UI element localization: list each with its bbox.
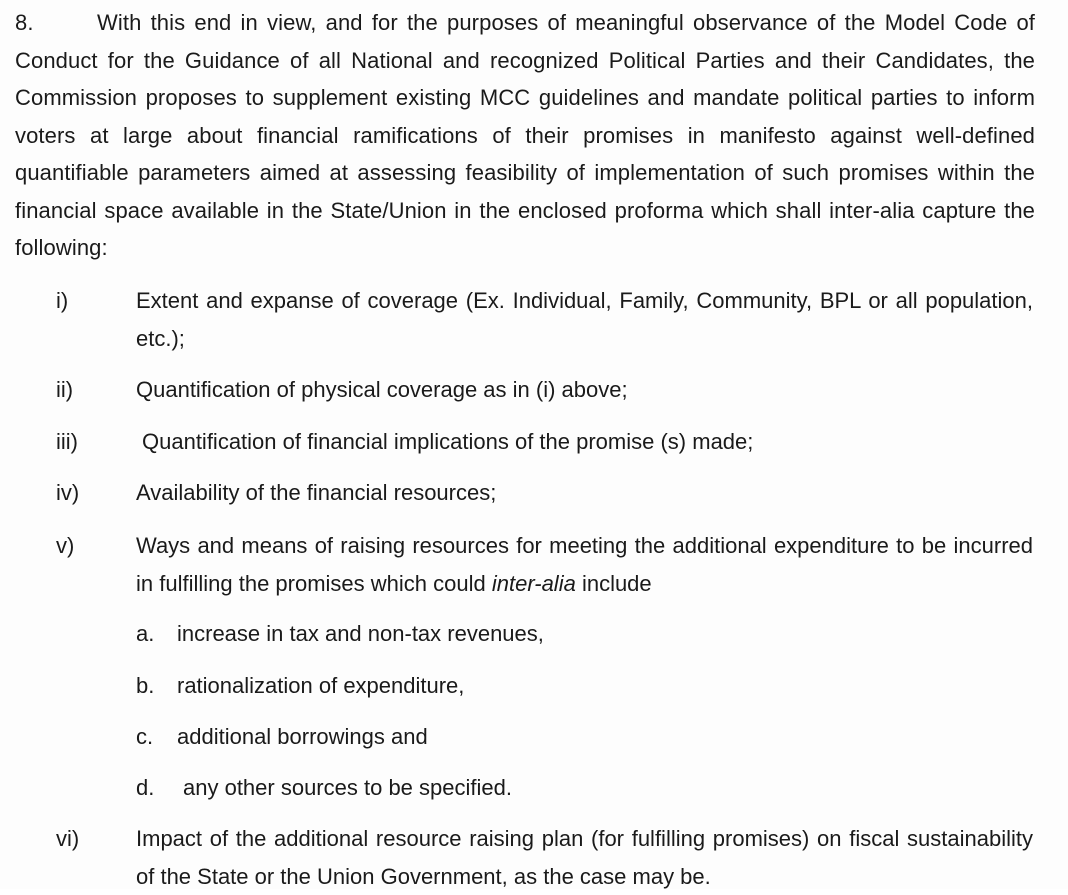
list-item-text: Quantification of physical coverage as in (i) above; <box>136 377 628 402</box>
list-item-label: vi) <box>56 826 80 851</box>
paragraph-number: 8. <box>15 10 34 35</box>
list-item-label: i) <box>56 288 69 313</box>
sub-item-label: a. <box>136 621 155 646</box>
paragraph-8 <box>15 4 1035 267</box>
list-item-text-italic: inter-alia <box>491 570 576 596</box>
sub-item-text: additional borrowings and <box>177 724 428 749</box>
list-item-text: Quantification of financial implications of the promise (s) made; <box>142 429 754 454</box>
paragraph-text: With this end in view, and for the purposes of meaningful observance of the Model Code of Conduct for the Guidance of all National and recognized Political Parties and their Candidates, the Commission proposes to supplement existing MCC guidelines and mandate political parties to inform voters at large about financial ramifications of their promises in manifesto against well-defined quantifiable parameters aimed at assessing feasibility of implementation of such promises within the financial space available in the State/Union in the enclosed proforma which shall inter-alia capture the following: <box>15 10 1035 260</box>
list-item-label: iii) <box>56 429 78 454</box>
list-item-text <box>136 527 1033 602</box>
list-item-text-after: include <box>575 570 652 596</box>
list-item-label: ii) <box>56 377 74 402</box>
list-item-label: v) <box>56 533 75 558</box>
sub-item-text: increase in tax and non-tax revenues, <box>177 621 544 646</box>
sub-item-label: b. <box>136 673 155 698</box>
sub-item-label: d. <box>136 775 155 800</box>
list-item-text: Impact of the additional resource raising plan (for fulfilling promises) on fiscal sustainability of the State or the Union Government, as the case may be. <box>136 826 1033 889</box>
list-item-text: Extent and expanse of coverage (Ex. Individual, Family, Community, BPL or all population, etc.); <box>136 288 1033 351</box>
sub-item-text: rationalization of expenditure, <box>177 673 465 698</box>
sub-item-text: any other sources to be specified. <box>183 775 512 800</box>
list-item-text-before: Ways and means of raising resources for meeting the additional expenditure to be incurred in fulfilling the promises which could <box>136 533 1033 596</box>
list-item-text: Availability of the financial resources; <box>136 480 497 505</box>
list-item-label: iv) <box>56 480 80 505</box>
sub-item-label: c. <box>136 724 154 749</box>
